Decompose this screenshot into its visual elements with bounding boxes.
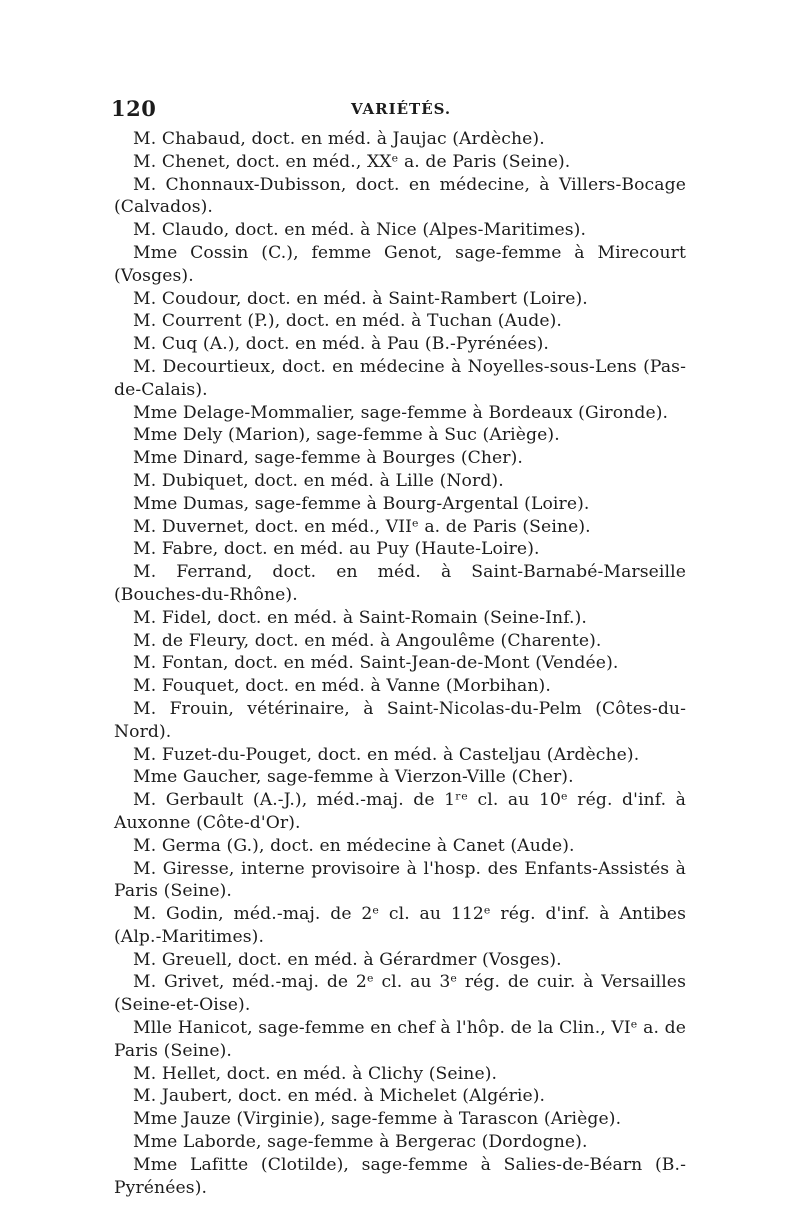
list-entry: M. Chonnaux-Dubisson, doct. en médecine, à Villers-Bocage (Calvados). bbox=[114, 174, 686, 218]
list-entry: M. Dubiquet, doct. en méd. à Lille (Nord). bbox=[133, 470, 504, 491]
list-entry: M. Jaubert, doct. en méd. à Michelet (Algérie). bbox=[133, 1086, 546, 1107]
list-entry: M. Chenet, doct. en méd., XXᵉ a. de Paris (Seine). bbox=[133, 151, 571, 172]
running-head: VARIÉTÉS. bbox=[351, 100, 452, 118]
list-entry: M. Duvernet, doct. en méd., VIIᵉ a. de Paris (Seine). bbox=[133, 516, 591, 537]
list-entry: M. Grivet, méd.-maj. de 2ᵉ cl. au 3ᵉ rég. de cuir. à Versailles (Seine-et-Oise). bbox=[114, 972, 686, 1016]
list-entry: M. Giresse, interne provisoire à l'hosp. des Enfants-Assistés à Paris (Seine). bbox=[114, 858, 686, 902]
list-entry: M. Cuq (A.), doct. en méd. à Pau (B.-Pyrénées). bbox=[133, 334, 549, 355]
page-header bbox=[111, 96, 691, 124]
list-entry: M. Fuzet-du-Pouget, doct. en méd. à Casteljau (Ardèche). bbox=[133, 744, 640, 765]
list-entry: Mme Cossin (C.), femme Genot, sage-femme à Mirecourt (Vosges). bbox=[114, 242, 686, 286]
list-entry: M. Godin, méd.-maj. de 2ᵉ cl. au 112ᵉ rég. d'inf. à Antibes (Alp.-Maritimes). bbox=[114, 904, 686, 947]
list-entry: M. Greuell, doct. en méd. à Gérardmer (Vosges). bbox=[133, 949, 562, 970]
list-entry: M. Fontan, doct. en méd. Saint-Jean-de-Mont (Vendée). bbox=[133, 653, 619, 674]
list-entry: M. Coudour, doct. en méd. à Saint-Rambert (Loire). bbox=[133, 288, 588, 309]
list-entry: Mme Dumas, sage-femme à Bourg-Argental (Loire). bbox=[133, 493, 590, 514]
list-entry: Mme Gaucher, sage-femme à Vierzon-Ville (Cher). bbox=[133, 767, 574, 788]
list-entry: M. Ferrand, doct. en méd. à Saint-Barnabé-Marseille (Bouches-du-Rhône). bbox=[114, 562, 686, 605]
list-entry: Mme Laborde, sage-femme à Bergerac (Dordogne). bbox=[133, 1132, 588, 1153]
list-entry: Mme Dinard, sage-femme à Bourges (Cher). bbox=[133, 448, 523, 469]
list-entry: M. de Fleury, doct. en méd. à Angoulême (Charente). bbox=[133, 630, 602, 651]
list-entry: Mme Jauze (Virginie), sage-femme à Tarascon (Ariège). bbox=[133, 1109, 622, 1130]
list-entry: M. Chabaud, doct. en méd. à Jaujac (Ardèche). bbox=[133, 129, 545, 149]
list-entry: Mme Dely (Marion), sage-femme à Suc (Ariège). bbox=[133, 425, 560, 446]
list-entry: M. Hellet, doct. en méd. à Clichy (Seine). bbox=[133, 1063, 498, 1084]
list-entry: M. Frouin, vétérinaire, à Saint-Nicolas-du-Pelm (Côtes-du-Nord). bbox=[114, 698, 686, 742]
list-entry: Mme Lafitte (Clotilde), sage-femme à Salies-de-Béarn (B.-Pyrénées). bbox=[114, 1154, 686, 1198]
list-entry: M. Decourtieux, doct. en médecine à Noyelles-sous-Lens (Pas-de-Calais). bbox=[114, 356, 686, 400]
page-number: 120 bbox=[111, 96, 157, 121]
list-entry: Mlle Hanicot, sage-femme en chef à l'hôp. de la Clin., VIᵉ a. de Paris (Seine). bbox=[114, 1018, 686, 1061]
entry-list bbox=[114, 128, 686, 1199]
list-entry: M. Courrent (P.), doct. en méd. à Tuchan (Aude). bbox=[133, 311, 562, 332]
list-entry: M. Gerbault (A.-J.), méd.-maj. de 1ʳᵉ cl. au 10ᵉ rég. d'inf. à Auxonne (Côte-d'Or). bbox=[114, 790, 686, 833]
list-entry: M. Fabre, doct. en méd. au Puy (Haute-Loire). bbox=[133, 539, 540, 560]
list-entry: M. Fouquet, doct. en méd. à Vanne (Morbihan). bbox=[133, 676, 551, 697]
list-entry: M. Germa (G.), doct. en médecine à Canet (Aude). bbox=[133, 835, 575, 856]
list-entry: M. Fidel, doct. en méd. à Saint-Romain (Seine-Inf.). bbox=[133, 607, 587, 628]
list-entry: M. Claudo, doct. en méd. à Nice (Alpes-Maritimes). bbox=[133, 220, 587, 241]
list-entry: Mme Delage-Mommalier, sage-femme à Bordeaux (Gironde). bbox=[133, 402, 669, 423]
